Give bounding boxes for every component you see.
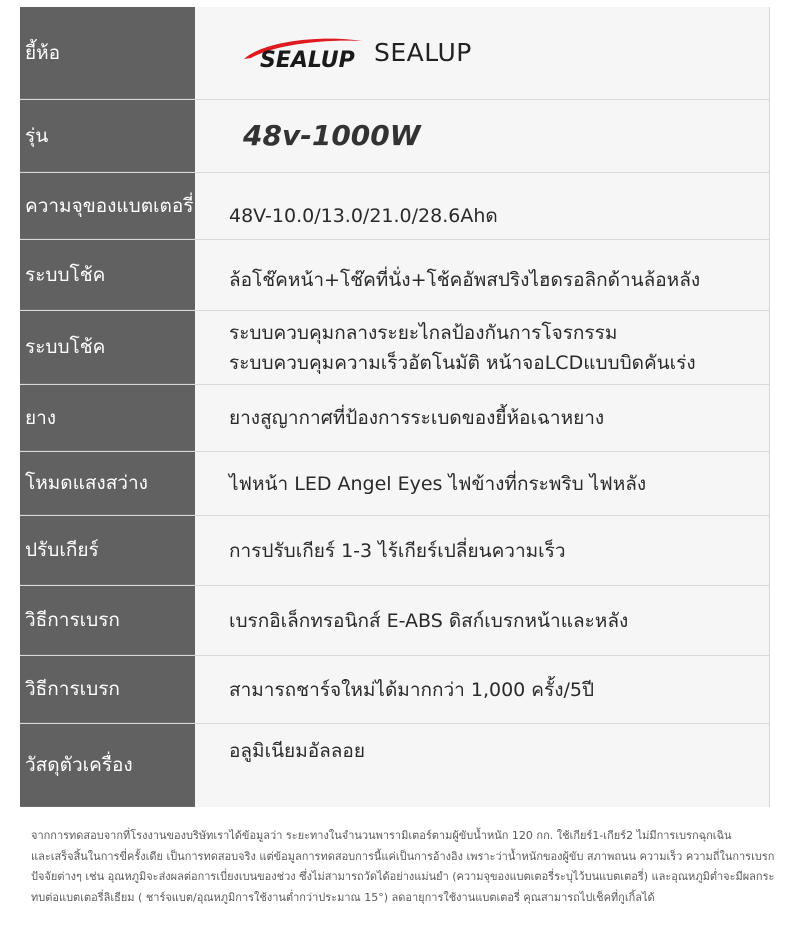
value-line: ระบบควบคุมกลางระยะไกลป้องกันการโจรกรรม — [229, 321, 618, 344]
row-label: ยาง — [20, 385, 195, 451]
row-value: เบรกอิเล็กทรอนิกส์ E-ABS ดิสก์เบรกหน้าและหลัง — [195, 586, 769, 655]
logo-wordmark: SEALUP — [260, 48, 355, 72]
note-line: และเสร็จสิ้นในการขี่ครั้งเดีย เป็นการทดสอบจริง แต่ข้อมูลการทดสอบการนี้แค่เป็นการอ้างอิง เพราะว่าน้ำหนักของผู้ขับ สภาพถนน ความเร็ว ความถี่ในการเบรก — [31, 849, 775, 863]
row-value: สามารถชาร์จใหม่ได้มากกว่า 1,000 ครั้ง/5ปี — [195, 656, 769, 723]
disclaimer-note — [31, 826, 775, 908]
spec-row-charge — [20, 656, 769, 724]
spec-row-control — [20, 311, 769, 385]
sealup-logo — [240, 34, 364, 72]
row-value: 48V-10.0/13.0/21.0/28.6Ahด — [195, 173, 769, 239]
row-label: โหมดแสงสว่าง — [20, 452, 195, 515]
row-label: ระบบโช้ค — [20, 240, 195, 310]
spec-row-brand — [20, 7, 769, 100]
row-value: ไฟหน้า LED Angel Eyes ไฟข้างที่กระพริบ ไฟหลัง — [195, 452, 769, 515]
row-value — [195, 311, 769, 384]
row-value — [195, 7, 769, 99]
row-label: ความจุของแบตเตอรี่ — [20, 173, 195, 239]
spec-row-suspension — [20, 240, 769, 311]
spec-row-tire — [20, 385, 769, 452]
row-value: ยางสูญากาศที่ป้องการระเบดของยี้ห้อเฉาหยาง — [195, 385, 769, 451]
row-label: ยี้ห้อ — [20, 7, 195, 99]
brand-name: SEALUP — [374, 38, 472, 67]
row-value: ล้อโช๊คหน้า+โช๊คที่นั่ง+โช้คอัพสปริงไฮดรอลิกด้านล้อหลัง — [195, 240, 769, 310]
row-label: วัสดุตัวเครื่อง — [20, 724, 195, 807]
row-label: วิธีการเบรก — [20, 656, 195, 723]
spec-table — [20, 7, 770, 807]
row-label: รุ่น — [20, 100, 195, 172]
row-label: ปรับเกียร์ — [20, 516, 195, 585]
spec-row-battery — [20, 173, 769, 240]
value-line: ระบบควบคุมความเร็วอัตโนมัติ หน้าจอLCDแบบบิดคันเร่ง — [229, 351, 696, 374]
spec-row-brake — [20, 586, 769, 656]
model-value: 48v-1000W — [195, 100, 769, 172]
row-value: อลูมิเนียมอัลลอย — [195, 724, 769, 807]
spec-row-model — [20, 100, 769, 173]
note-line: จากการทดสอบจากที่โรงงานของบริษัทเราได้ข้อมูลว่า ระยะทางในจำนวนพารามิเตอร์ตามผู้ขับน้ำหนัก 120 กก. ใช้เกียร์1-เกียร์2 ไม่มีการเบรกฉุกเฉิน — [31, 829, 732, 842]
note-line: ปัจจัยต่างๆ เช่น อุณหภูมิจะส่งผลต่อการเบี่ยงเบนของช่วง ซึ่งไม่สามารถวัดได้อย่างแม่นยำ (ความจุของแบตเตอรี่ระบุไว้บนแบตเตอรี่) และอุณหภูมิต่ำจะมีผลกระ — [31, 870, 775, 883]
spec-row-material — [20, 724, 769, 807]
spec-row-gear — [20, 516, 769, 586]
row-label: วิธีการเบรก — [20, 586, 195, 655]
row-label: ระบบโช้ค — [20, 311, 195, 384]
spec-row-lighting — [20, 452, 769, 516]
note-line: ทบต่อแบตเตอรี่ลิเธียม ( ชาร์จแบต/อุณหภูมิการใช้งานต่ำกว่าประมาณ 15°) ลดอายุการใช้งานแบตเตอรี่ คุณสามารถไปเช็คที่กูเกิ้ลได้ — [31, 890, 655, 904]
row-value: การปรับเกียร์ 1-3 ไร้เกียร์เปลี่ยนความเร็ว — [195, 516, 769, 585]
